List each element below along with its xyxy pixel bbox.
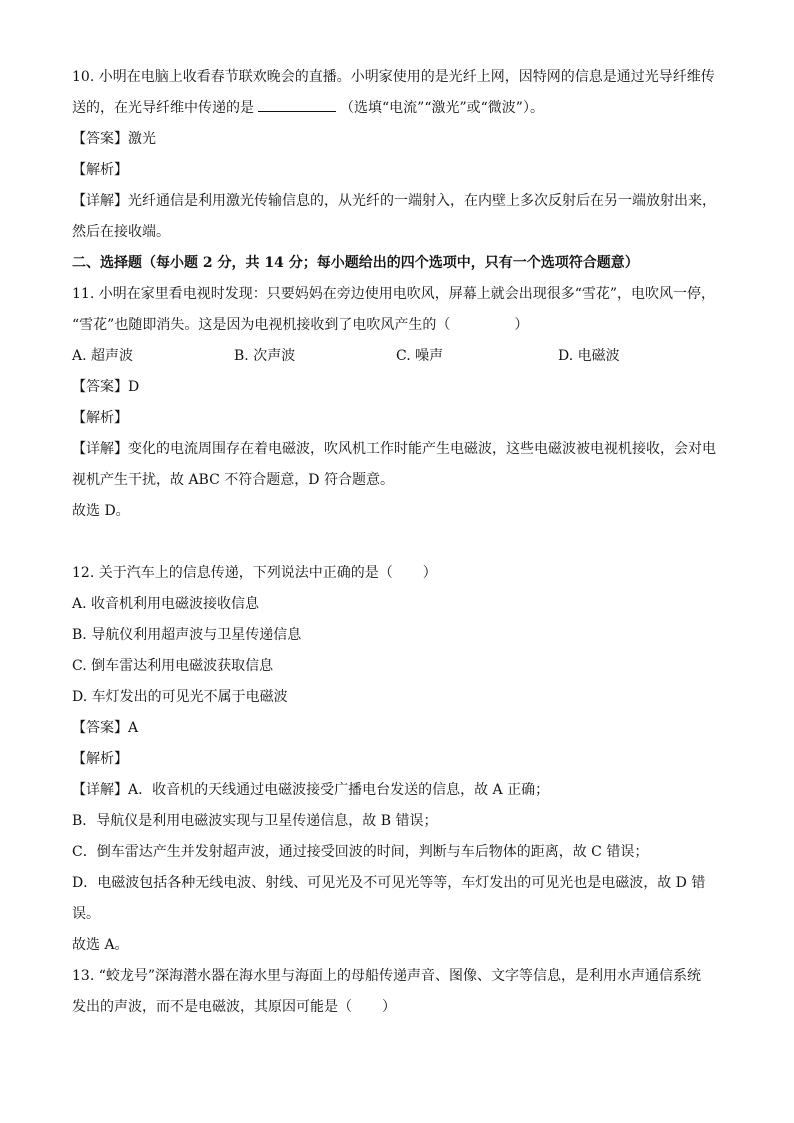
- q12-close-paren: ）: [422, 565, 437, 581]
- q12-detail-c: C．倒车雷达产生并发射超声波，通过接受回波的时间，判断与车后物体的距离，故 C 错误；: [72, 844, 649, 860]
- q10-stem-options: （选填“电流”“激光”或“微波”）。: [340, 100, 544, 116]
- exam-content: [72, 62, 722, 1023]
- detail-tag: 【详解】: [72, 782, 128, 798]
- detail-tag: 【详解】: [72, 441, 128, 457]
- q11-analysis: [72, 403, 722, 434]
- q10-stem-line1: 10. 小明在电脑上收看春节联欢晚会的直播。小明家使用的是光纤上网，因特网的信息是通过光导纤维传: [72, 69, 715, 85]
- q13-stem-line2: [72, 992, 722, 1023]
- answer-tag: 【答案】: [72, 379, 128, 395]
- detail-text: A．收音机的天线通过电磁波接受广播电台发送的信息，故 A 正确；: [128, 782, 550, 798]
- q11-conclusion: 故选 D。: [72, 503, 130, 519]
- option-d: D. 电磁波: [558, 348, 620, 364]
- q13-stem-text: 发出的声波，而不是电磁波，其原因可能是（: [72, 999, 352, 1015]
- q11-answer: [72, 372, 722, 403]
- section-heading: 二、选择题（每小题 2 分，共 14 分；每小题给出的四个选项中，只有一个选项符合题意）: [72, 255, 639, 271]
- option-b: B. 次声波: [234, 348, 296, 364]
- analysis-tag: 【解析】: [72, 751, 128, 767]
- q10-analysis: [72, 155, 722, 186]
- q10-stem-text: 送的，在光导纤维中传递的是: [72, 100, 254, 116]
- q12-detail-b: B．导航仪是利用电磁波实现与卫星传递信息，故 B 错误；: [72, 813, 438, 829]
- q11-detail-line2: 视机产生干扰，故 ABC 不符合题意，D 符合题意。: [72, 472, 394, 488]
- detail-text: 光纤通信是利用激光传输信息的，从光纤的一端射入，在内壁上多次反射后在另一端放射出来，: [128, 193, 716, 209]
- q12-option-d: D. 车灯发出的可见光不属于电磁波: [72, 689, 288, 705]
- q11-stem-line1: 11. 小明在家里看电视时发现：只要妈妈在旁边使用电吹风，屏幕上就会出现很多“雪花”，电吹风一停，: [72, 286, 716, 302]
- q11-close-paren: ）: [514, 317, 529, 333]
- q10-detail-line2: 然后在接收端。: [72, 224, 170, 240]
- answer-value: 激光: [128, 131, 156, 147]
- q12-option-c: C. 倒车雷达利用电磁波获取信息: [72, 658, 274, 674]
- q12-detail-a: [72, 775, 722, 806]
- q12-analysis: [72, 744, 722, 775]
- q12-stem: [72, 558, 722, 589]
- q10-detail-line1: [72, 186, 722, 217]
- q10-answer: [72, 124, 722, 155]
- q12-answer: [72, 713, 722, 744]
- analysis-tag: 【解析】: [72, 162, 128, 178]
- q13-stem-line1: 13. “蛟龙号”深海潜水器在海水里与海面上的母船传递声音、图像、文字等信息，是利用水声通信系统: [72, 968, 702, 984]
- detail-text: 变化的电流周围存在着电磁波，吹风机工作时能产生电磁波，这些电磁波被电视机接收，会对电: [128, 441, 716, 457]
- q12-detail-d2: 误。: [72, 906, 100, 922]
- answer-tag: 【答案】: [72, 720, 128, 736]
- q10-answer-blank: [258, 97, 336, 112]
- option-a: A. 超声波: [72, 348, 134, 364]
- analysis-tag: 【解析】: [72, 410, 128, 426]
- answer-tag: 【答案】: [72, 131, 128, 147]
- answer-value: A: [128, 720, 139, 736]
- q12-stem-text: 12. 关于汽车上的信息传递，下列说法中正确的是（: [72, 565, 393, 581]
- q11-detail-line1: [72, 434, 722, 465]
- q11-stem-line2: [72, 310, 722, 341]
- q11-options: [72, 341, 722, 372]
- q11-stem-text: “雪花”也随即消失。这是因为电视机接收到了电吹风产生的（: [72, 317, 451, 333]
- q13-close-paren: ）: [382, 999, 396, 1015]
- q12-detail-d1: D．电磁波包括各种无线电波、射线、可见光及不可见光等等，车灯发出的可见光也是电磁波，故 D 错: [72, 875, 706, 891]
- q10-stem-line2: [72, 93, 722, 124]
- q12-option-a: A. 收音机利用电磁波接收信息: [72, 596, 260, 612]
- q12-conclusion: 故选 A。: [72, 937, 129, 953]
- q12-option-b: B. 导航仪利用超声波与卫星传递信息: [72, 627, 302, 643]
- option-c: C. 噪声: [396, 348, 444, 364]
- answer-value: D: [128, 379, 140, 395]
- detail-tag: 【详解】: [72, 193, 128, 209]
- blank-spacer: [72, 527, 722, 558]
